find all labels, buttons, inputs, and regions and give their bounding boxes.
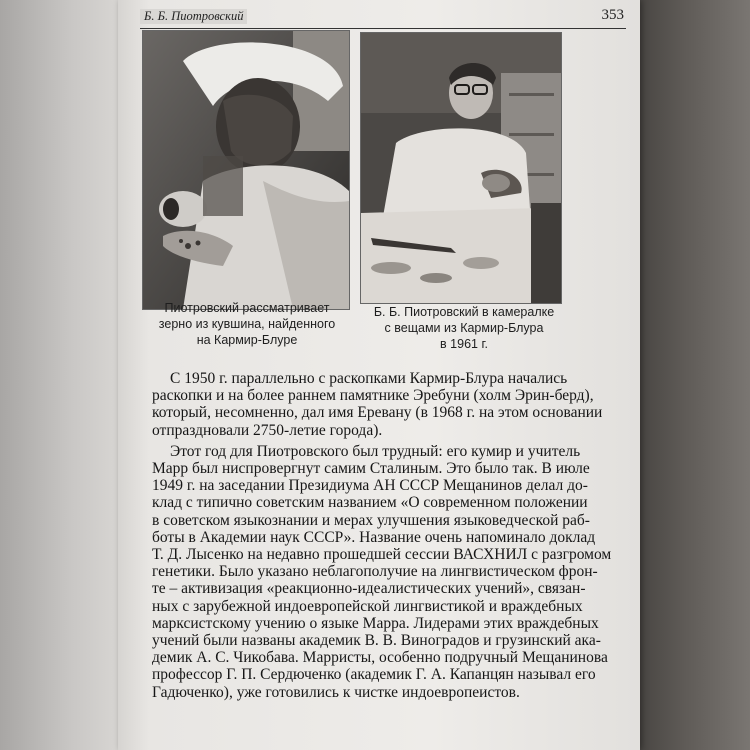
- book-page: [118, 0, 640, 750]
- photo-piotrovsky-examining-grain: [142, 30, 350, 310]
- photo-piotrovsky-in-camera-room: [360, 32, 562, 304]
- paragraph-1-line: С 1950 г. параллельно с раскопками Кармир-Блура начались: [170, 370, 568, 387]
- caption-right-line: с вещами из Кармир-Блура: [384, 321, 544, 335]
- background-right: [638, 0, 750, 750]
- paragraph-2-line: клад с типично советским названием «О современном положении: [152, 494, 588, 512]
- paragraph-2-line: профессор Г. П. Сердюченко (академик Г. А. Капанцян называл его: [152, 666, 596, 684]
- running-header: [140, 6, 626, 29]
- paragraph-2-line: в советском языкознании и мерах улучшения языковедческой раб-: [152, 511, 590, 529]
- paragraph-2-line: марксистскому учению о языке Марра. Лидерами этих враждебных: [152, 614, 599, 632]
- paragraph-1-line: который, несомненно, дал имя Еревану (в 1968 г. на этом основании: [152, 404, 603, 422]
- paragraph-1-line: отпраздновали 2750-летие города).: [152, 421, 383, 439]
- paragraph-2-line: Т. Д. Лысенко на недавно прошедшей сессии ВАСХНИЛ с разгромом: [152, 546, 612, 564]
- caption-left-line: на Кармир-Блуре: [196, 333, 298, 347]
- header-title: Б. Б. Пиотровский: [140, 9, 247, 24]
- page-number: 353: [601, 7, 624, 23]
- paragraph-2-line: демик А. С. Чикобава. Марристы, особенно подручный Мещанинова: [152, 649, 608, 667]
- paragraph-2-line: Марр был ниспровергнут самим Сталиным. Это было так. В июле: [152, 460, 590, 478]
- paragraph-2-line: те – активизация «реакционно-идеалистических учений», связан-: [152, 580, 586, 598]
- caption-right-line: в 1961 г.: [440, 337, 488, 351]
- paragraph-2-line: 1949 г. на заседании Президиума АН СССР Мещанинов делал до-: [152, 477, 588, 495]
- paragraph-2-line: ных с зарубежной индоевропейской лингвистикой и враждебных: [152, 597, 583, 615]
- background-left: [0, 0, 120, 750]
- paragraph-2-line: генетики. Было указано неблагополучие на лингвистическом фрон-: [152, 563, 598, 581]
- paragraph-2-line: учений были названы академик В. В. Виноградов и грузинский ака-: [152, 632, 601, 650]
- paragraph-1-line: раскопки и на более раннем памятнике Эребуни (холм Эрин-берд),: [152, 387, 594, 405]
- paragraph-2-line: боты в Академии наук СССР». Название очень напоминало доклад: [152, 528, 596, 546]
- paragraph-2-line: Гадюченко), уже готовились к чистке индоевропеистов.: [152, 683, 520, 701]
- caption-left-line: Пиотровский рассматривает: [164, 301, 330, 315]
- caption-left-line: зерно из кувшина, найденного: [158, 317, 336, 331]
- paragraph-2-line: Этот год для Пиотровского был трудный: его кумир и учитель: [170, 442, 581, 460]
- caption-right-line: Б. Б. Пиотровский в камералке: [373, 305, 555, 319]
- caption-right: [366, 304, 562, 352]
- body-text: [152, 370, 612, 701]
- caption-left: [142, 300, 352, 348]
